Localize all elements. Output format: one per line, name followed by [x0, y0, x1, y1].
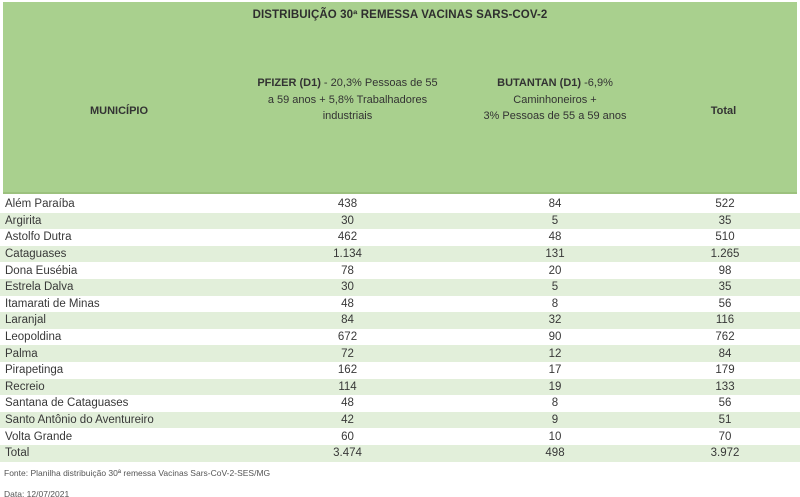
cell-total: 522 [715, 198, 735, 211]
cell-pfizer: 462 [337, 231, 358, 244]
table-row [0, 213, 800, 230]
cell-total: 56 [718, 297, 732, 310]
cell-municipio: Laranjal [5, 314, 46, 327]
cell-total: 179 [715, 364, 735, 377]
cell-pfizer: 78 [341, 264, 354, 277]
cell-pfizer: 114 [338, 380, 357, 393]
cell-total: 510 [715, 231, 735, 244]
pfizer-header-line2: a 59 anos + 5,8% Trabalhadores [267, 93, 428, 106]
cell-butantan: 90 [548, 331, 562, 344]
cell-municipio: Além Paraíba [5, 198, 75, 211]
table-row [0, 312, 800, 329]
cell-total: 98 [718, 264, 732, 277]
cell-pfizer: 162 [337, 364, 358, 377]
cell-municipio: Argirita [5, 214, 42, 227]
cell-total: 762 [715, 331, 735, 344]
cell-total: 56 [718, 397, 732, 410]
cell-butantan: 19 [548, 380, 562, 393]
cell-pfizer: 42 [341, 414, 354, 427]
table-row [0, 428, 800, 445]
cell-pfizer: 3.474 [333, 447, 362, 460]
cell-butantan: 498 [545, 447, 565, 460]
cell-pfizer: 72 [341, 347, 354, 360]
cell-municipio: Itamarati de Minas [5, 297, 100, 310]
column-header-butantan [460, 75, 650, 125]
table-header-block [3, 2, 797, 194]
cell-municipio: Pirapetinga [5, 364, 64, 377]
cell-butantan: 12 [548, 347, 562, 360]
table-row [0, 262, 800, 279]
cell-total: 70 [718, 430, 732, 443]
cell-pfizer: 1.134 [333, 248, 362, 261]
source-note: Fonte: Planilha distribuição 30ª remessa Vacinas Sars-CoV-2-SES/MG [4, 467, 271, 478]
cell-total: 133 [715, 380, 735, 393]
cell-pfizer: 438 [337, 198, 358, 211]
cell-total: 51 [718, 414, 732, 427]
table-row [0, 379, 800, 396]
cell-butantan: 9 [551, 414, 559, 427]
cell-butantan: 5 [551, 281, 559, 294]
cell-municipio: Recreio [5, 380, 45, 393]
column-header-pfizer [235, 75, 460, 125]
cell-pfizer: 48 [341, 397, 354, 410]
cell-butantan: 10 [548, 430, 562, 443]
table-row [0, 279, 800, 296]
cell-butantan: 8 [551, 397, 559, 410]
butantan-header-line2: Caminhoneiros + [513, 93, 597, 106]
table-row [0, 229, 800, 246]
table-row [0, 345, 800, 362]
cell-municipio: Estrela Dalva [5, 281, 74, 294]
pfizer-header-line3: industriais [322, 110, 373, 122]
cell-pfizer: 48 [341, 297, 354, 310]
column-header-municipio: MUNICÍPIO [89, 104, 149, 117]
cell-total: 116 [715, 314, 735, 327]
cell-total: 84 [718, 347, 732, 360]
cell-municipio: Santo Antônio do Aventureiro [5, 414, 154, 427]
cell-total: 35 [718, 281, 732, 294]
cell-pfizer: 84 [341, 314, 354, 327]
column-header-total: Total [710, 104, 737, 117]
cell-butantan: 84 [548, 198, 562, 211]
date-note: Data: 12/07/2021 [4, 488, 70, 497]
cell-total: 3.972 [710, 447, 740, 460]
cell-pfizer: 30 [341, 281, 354, 294]
cell-butantan: 17 [548, 364, 562, 377]
cell-municipio: Santana de Cataguases [5, 397, 129, 410]
cell-pfizer: 30 [341, 214, 354, 227]
cell-butantan: 20 [548, 264, 562, 277]
cell-butantan: 32 [548, 314, 562, 327]
cell-municipio: Astolfo Dutra [5, 231, 72, 244]
page-title: DISTRIBUIÇÃO 30ª REMESSA VACINAS SARS-COV-2 [252, 9, 548, 21]
table-row [0, 296, 800, 313]
cell-pfizer: 672 [337, 331, 358, 344]
cell-municipio: Cataguases [5, 248, 67, 261]
table-row [0, 246, 800, 263]
cell-butantan: 131 [545, 248, 565, 261]
cell-municipio: Dona Eusébia [5, 264, 78, 277]
cell-municipio: Volta Grande [5, 430, 73, 443]
cell-municipio: Palma [5, 347, 38, 360]
table-row [0, 196, 800, 213]
cell-municipio: Total [5, 447, 30, 460]
table-row [0, 362, 800, 379]
cell-municipio: Leopoldina [5, 331, 62, 344]
table-row [0, 329, 800, 346]
cell-butantan: 48 [548, 231, 562, 244]
butantan-header-line3: 3% Pessoas de 55 a 59 anos [483, 110, 627, 122]
cell-butantan: 5 [551, 214, 559, 227]
table-body [0, 196, 800, 462]
table-row [0, 395, 800, 412]
cell-butantan: 8 [551, 297, 559, 310]
column-header-row [3, 75, 797, 125]
footer [4, 468, 800, 497]
pfizer-header-line1: PFIZER (D1) - 20,3% Pessoas de 55 [257, 77, 438, 89]
table-row [0, 445, 800, 462]
cell-total: 35 [718, 214, 732, 227]
butantan-header-line1: BUTANTAN (D1) -6,9% [497, 77, 613, 89]
cell-pfizer: 60 [341, 430, 354, 443]
cell-total: 1.265 [710, 248, 740, 261]
table-row [0, 412, 800, 429]
